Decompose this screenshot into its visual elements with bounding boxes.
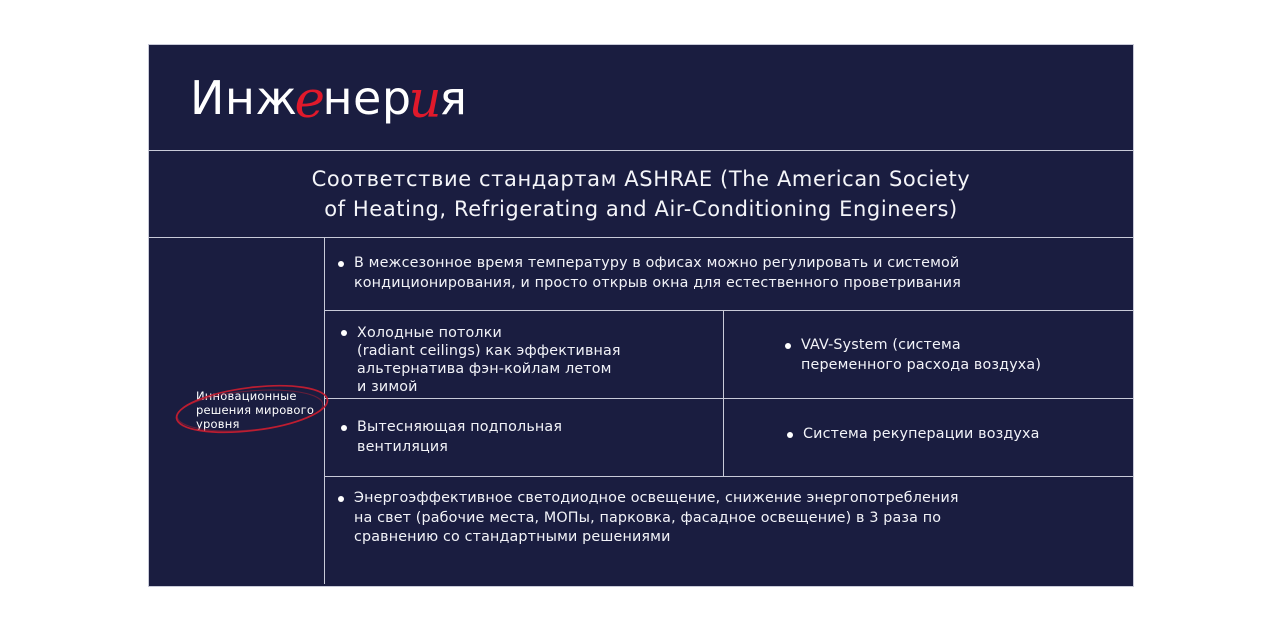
- bullet-icon: [341, 330, 347, 336]
- title-bar: [149, 45, 1133, 151]
- section-header-line: Соответствие стандартам ASHRAE (The American Society: [311, 167, 971, 191]
- bullet-icon: [341, 425, 347, 431]
- text-line: альтернатива фэн-койлам летом: [357, 361, 612, 377]
- cell-text: [801, 336, 1041, 375]
- text-line: (radiant ceilings) как эффективная: [357, 343, 621, 359]
- bullet-icon: [787, 432, 793, 438]
- cell-text: [354, 254, 961, 293]
- features-table: [149, 238, 1133, 584]
- page-title: [190, 69, 468, 130]
- text-line: Система рекуперации воздуха: [803, 426, 1040, 442]
- presentation-slide: [148, 44, 1134, 587]
- text-line: и зимой: [357, 379, 418, 395]
- features-grid: [325, 238, 1133, 584]
- text-line: переменного расхода воздуха): [801, 356, 1042, 373]
- text-line: Холодные потолки: [357, 325, 502, 341]
- bullet-icon: [338, 261, 344, 267]
- cell-displacement-ventilation: [325, 399, 724, 477]
- title-part: я: [439, 70, 468, 125]
- label-line: решения мирового: [196, 403, 315, 417]
- cell-text: [803, 425, 1040, 445]
- label-line: Инновационные: [196, 389, 297, 403]
- section-header: [149, 151, 1133, 238]
- cell-led-lighting: [325, 477, 1133, 584]
- cell-text: [357, 324, 621, 396]
- text-line: VAV-System (система: [801, 337, 961, 353]
- text-line: кондиционирования, и просто открыв окна для естественного проветривания: [354, 274, 961, 291]
- label-line: уровня: [196, 417, 240, 431]
- text-line: Энергоэффективное светодиодное освещение, снижение энергопотребления: [354, 490, 959, 506]
- cell-text: [357, 418, 562, 457]
- cell-heat-recovery: [724, 399, 1133, 477]
- section-header-line: of Heating, Refrigerating and Air-Conditioning Engineers): [324, 197, 958, 221]
- cell-vav-system: [724, 311, 1133, 399]
- cell-radiant-ceilings: [325, 311, 724, 399]
- row-label-column: [149, 238, 325, 584]
- text-line: сравнению со стандартными решениями: [354, 529, 671, 545]
- row-label-innovative-solutions: [196, 389, 314, 431]
- title-part: Инж: [190, 70, 298, 125]
- bullet-icon: [338, 496, 344, 502]
- cell-text: [354, 489, 959, 548]
- title-part-script: и: [408, 69, 443, 130]
- bullet-icon: [785, 343, 791, 349]
- title-part-script: е: [294, 69, 326, 130]
- text-line: вентиляция: [357, 438, 449, 455]
- text-line: Вытесняющая подпольная: [357, 419, 563, 435]
- text-line: В межсезонное время температуру в офисах можно регулировать и системой: [354, 255, 960, 271]
- title-part: нер: [322, 70, 412, 125]
- text-line: на свет (рабочие места, МОПы, парковка, фасадное освещение) в 3 раза по: [354, 509, 942, 526]
- cell-mid-season-ventilation: [325, 238, 1133, 311]
